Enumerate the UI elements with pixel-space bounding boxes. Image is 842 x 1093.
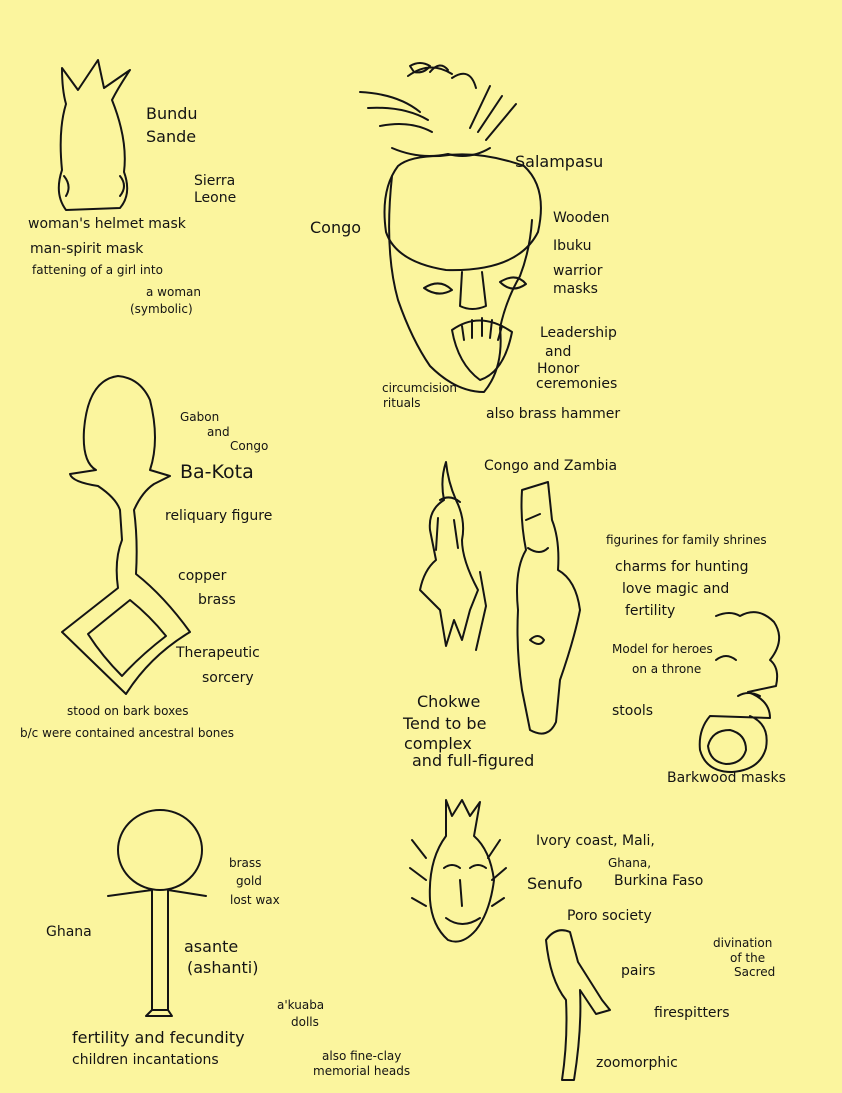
senufo-pairs: pairs <box>621 963 656 979</box>
bakota-region-3: Congo <box>230 439 269 453</box>
senufo-div-1: divination <box>713 936 773 950</box>
bakota-desc-3: brass <box>198 592 236 608</box>
chokwe-fig-2: charms for hunting <box>615 559 749 575</box>
chokwe-fig-4: fertility <box>625 603 676 619</box>
salampasu-brass: also brass hammer <box>486 406 621 422</box>
asante-clay-1: also fine-clay <box>322 1049 402 1063</box>
barkwood-mask-sketch <box>700 612 779 772</box>
salampasu-desc-3: warrior <box>553 263 603 279</box>
senufo-div-3: Sacred <box>734 965 776 979</box>
salampasu-circ-1: circumcision <box>382 381 457 395</box>
chokwe-fig-1: figurines for family shrines <box>606 533 767 547</box>
bundu-region-2: Leone <box>194 190 237 206</box>
salampasu-desc-4: masks <box>553 281 598 297</box>
salampasu-lead-3: Honor <box>537 361 580 377</box>
bakota-region-2: and <box>207 425 230 439</box>
bakota-desc-5: sorcery <box>202 670 254 686</box>
salampasu-desc-1: Wooden <box>553 210 610 226</box>
asante-doll-1: a'kuaba <box>277 998 325 1012</box>
senufo-zoo: zoomorphic <box>596 1055 678 1071</box>
bundu-desc-5: (symbolic) <box>130 302 193 316</box>
senufo-fire: firespitters <box>654 1005 730 1021</box>
bakota-desc-2: copper <box>178 568 227 584</box>
bundu-name-2: Sande <box>146 127 197 146</box>
bundu-desc-2: man-spirit mask <box>30 241 144 257</box>
salampasu-lead-4: ceremonies <box>536 376 618 392</box>
chokwe-bark: Barkwood masks <box>667 770 786 786</box>
bundu-helmet-mask-sketch <box>59 60 130 210</box>
senufo-region-3: Burkina Faso <box>614 873 704 889</box>
bundu-desc-4: a woman <box>146 285 201 299</box>
salampasu-desc-2: Ibuku <box>553 238 592 254</box>
chokwe-tend-3: and full-figured <box>412 751 535 770</box>
asante-fert-1: fertility and fecundity <box>72 1028 245 1047</box>
chokwe-fig-6: on a throne <box>632 662 702 676</box>
salampasu-mask-sketch <box>360 63 541 392</box>
salampasu-name: Salampasu <box>515 152 604 171</box>
senufo-mask-sketch <box>410 800 506 942</box>
salampasu-lead-2: and <box>545 344 572 360</box>
senufo-region-2: Ghana, <box>608 856 652 870</box>
chokwe-name: Chokwe <box>417 692 481 711</box>
asante-region: Ghana <box>46 924 92 940</box>
senufo-name: Senufo <box>527 874 583 893</box>
salampasu-region: Congo <box>310 218 362 237</box>
bundu-name-1: Bundu <box>146 104 198 123</box>
asante-fert-2: children incantations <box>72 1052 219 1068</box>
senufo-region-1: Ivory coast, Mali, <box>536 833 655 849</box>
asante-clay-2: memorial heads <box>313 1064 411 1078</box>
chokwe-tend-2: complex <box>404 734 472 753</box>
bundu-region-1: Sierra <box>194 173 236 189</box>
chokwe-fig-3: love magic and <box>622 581 730 597</box>
bakota-name: Ba-Kota <box>180 461 254 483</box>
asante-name-1: asante <box>184 937 239 956</box>
asante-doll-2: dolls <box>291 1015 319 1029</box>
asante-mat-2: gold <box>236 874 262 888</box>
chokwe-stools: stools <box>612 703 654 719</box>
asante-mat-1: brass <box>229 856 262 870</box>
asante-mat-3: lost wax <box>230 893 280 907</box>
senufo-poro: Poro society <box>567 908 652 924</box>
chokwe-tend-1: Tend to be <box>403 714 487 733</box>
asante-name-2: (ashanti) <box>187 958 259 977</box>
salampasu-circ-2: rituals <box>383 396 421 410</box>
bakota-region-1: Gabon <box>180 410 220 424</box>
bundu-desc-1: woman's helmet mask <box>28 216 186 232</box>
chokwe-region: Congo and Zambia <box>484 458 618 474</box>
bakota-desc-4: Therapeutic <box>176 645 260 661</box>
akuaba-doll-sketch <box>108 810 206 1016</box>
salampasu-lead-1: Leadership <box>540 325 617 341</box>
senufo-div-2: of the <box>730 951 766 965</box>
chokwe-fig-5: Model for heroes <box>612 642 713 656</box>
bakota-desc-1: reliquary figure <box>165 508 273 524</box>
bakota-desc-7: b/c were contained ancestral bones <box>20 726 235 740</box>
bakota-desc-6: stood on bark boxes <box>67 704 189 718</box>
bakota-reliquary-figure-sketch <box>62 376 190 694</box>
bundu-desc-3: fattening of a girl into <box>32 263 163 277</box>
